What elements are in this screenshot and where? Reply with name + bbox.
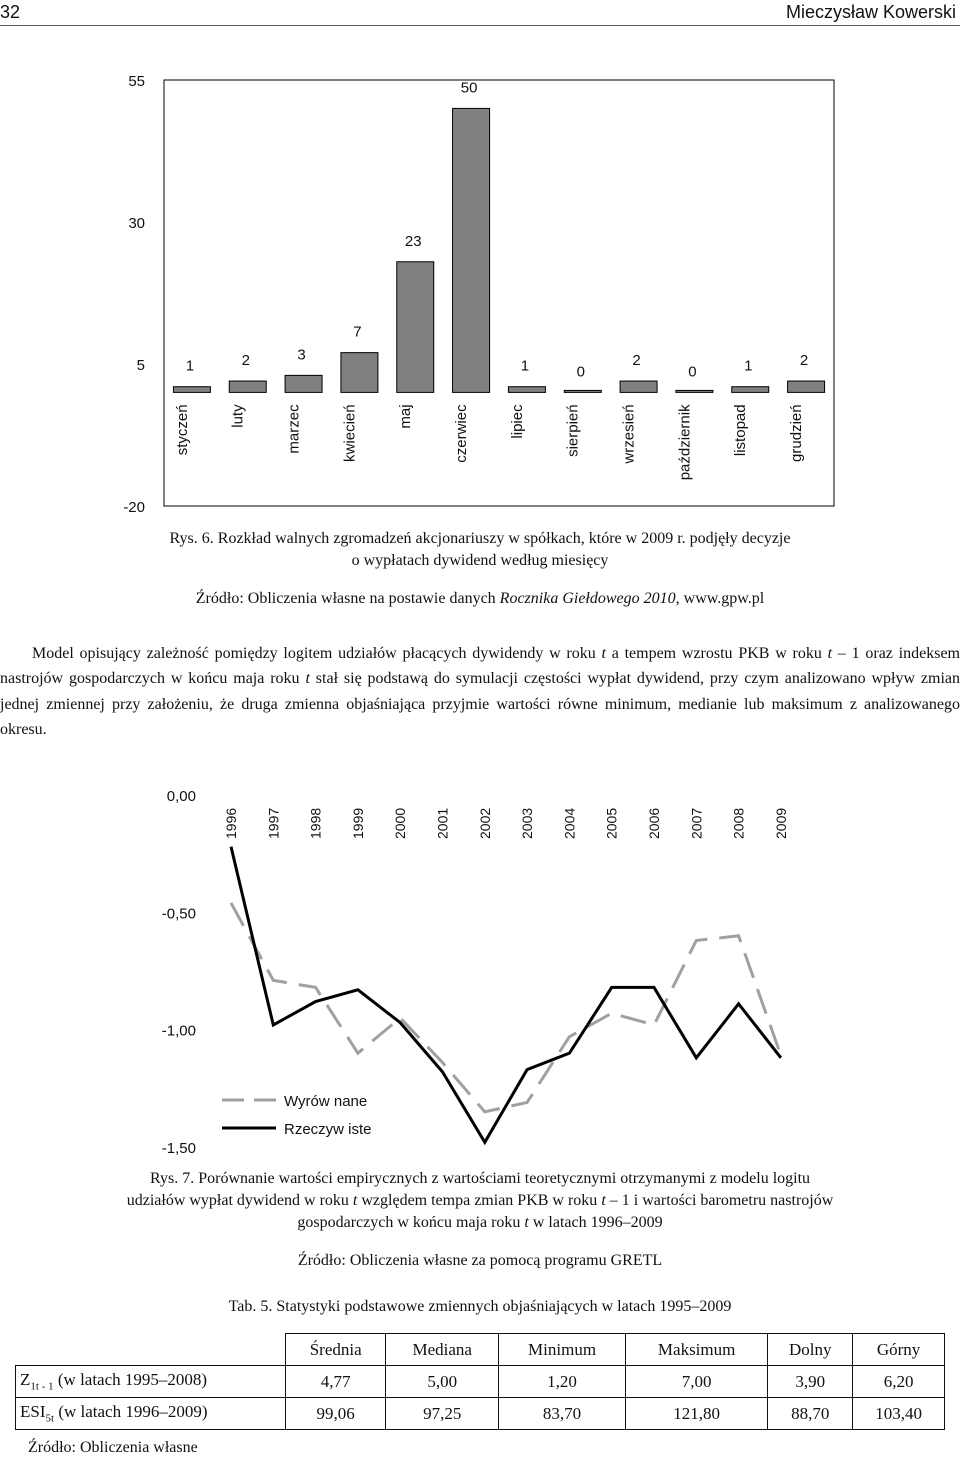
var-period: (w latach 1995–2008): [53, 1370, 208, 1390]
y-tick-label: -1,50: [161, 1140, 196, 1157]
data-label: 2: [241, 352, 250, 370]
x-tick-label: 2007: [688, 807, 705, 839]
x-tick-label: 2003: [519, 807, 536, 839]
cap-part: gospodarczych w końcu maja roku: [297, 1214, 525, 1231]
header-rule: [0, 25, 960, 26]
category-label: luty: [229, 404, 247, 428]
column-header: Średnia: [286, 1334, 386, 1366]
table-cell: 83,70: [499, 1398, 626, 1430]
stats-table: [15, 1333, 945, 1430]
cap-part: udziałów wypłat dywidend w roku: [126, 1192, 353, 1209]
category-label: listopad: [732, 404, 750, 457]
para-italic-t: t: [305, 670, 310, 688]
category-label: czerwiec: [453, 404, 471, 463]
fig6-caption: [0, 528, 960, 572]
category-label: kwiecień: [341, 404, 359, 462]
var-period: (w latach 1996–2009): [54, 1402, 208, 1422]
data-label: 0: [688, 363, 697, 381]
author-name: Mieczysław Kowerski: [785, 2, 956, 22]
bar: [453, 108, 490, 392]
category-label: październik: [676, 404, 694, 481]
bar: [285, 375, 322, 392]
x-tick-label: 1997: [265, 807, 282, 839]
line-chart: [0, 775, 960, 1160]
bar-chart: [0, 60, 960, 520]
cap-italic-t: t: [524, 1214, 529, 1231]
table-cell: 7,00: [625, 1366, 767, 1398]
x-tick-label: 2000: [392, 807, 409, 839]
y-tick-label: 30: [128, 215, 145, 232]
data-label: 3: [297, 346, 306, 364]
bar: [732, 387, 769, 393]
category-label: maj: [397, 404, 415, 429]
bar: [788, 381, 825, 392]
bar: [676, 390, 713, 392]
x-tick-label: 1999: [349, 807, 366, 839]
cap-part: względem tempa zmian PKB w roku: [357, 1192, 602, 1209]
x-tick-label: 1998: [307, 807, 324, 839]
x-tick-label: 1996: [223, 807, 239, 839]
table-row: [16, 1398, 945, 1430]
table-cell: 103,40: [853, 1398, 945, 1430]
page-number: 32: [0, 2, 21, 22]
fig7-caption: [0, 1168, 960, 1234]
fig7-caption-c: [0, 1212, 960, 1234]
data-label: 1: [744, 357, 753, 375]
column-header: Górny: [853, 1334, 945, 1366]
bar: [620, 381, 657, 392]
table-corner: [16, 1334, 286, 1366]
data-label: 50: [460, 79, 478, 97]
para-part: Model opisujący zależność pomiędzy logitem udziałów płacących dywidendy w roku: [32, 645, 602, 662]
body-paragraph: [0, 641, 960, 742]
y-tick-label: -1,00: [161, 1022, 196, 1040]
category-label: marzec: [285, 404, 303, 454]
fig7-caption-a: Rys. 7. Porównanie wartości empirycznych z wartościami teoretycznymi otrzymanymi z modelu logitu: [149, 1170, 811, 1187]
y-tick-label: 5: [136, 357, 145, 374]
table-cell: 121,80: [625, 1398, 767, 1430]
fig6-source-italic: Rocznika Giełdowego 2010: [499, 590, 676, 607]
x-tick-label: 2009: [772, 807, 789, 839]
var-subscript: 1t - 1: [30, 1380, 54, 1393]
y-tick-label: -20: [123, 499, 145, 516]
fig6-caption-line2: o wypłatach dywidend według miesięcy: [351, 552, 609, 569]
bar: [564, 390, 601, 392]
row-label: [16, 1366, 286, 1398]
x-tick-label: 2008: [730, 807, 747, 839]
column-header: Dolny: [768, 1334, 853, 1366]
cap-part: w latach 1996–2009: [528, 1214, 663, 1231]
para-part: a tempem wzrostu PKB w roku: [605, 645, 828, 662]
legend-label: Rzeczyw iste: [284, 1121, 372, 1138]
category-label: sierpień: [564, 404, 582, 457]
data-label: 2: [799, 352, 809, 370]
x-tick-label: 2004: [561, 807, 578, 839]
bar: [397, 262, 434, 393]
table-cell: 4,77: [286, 1366, 386, 1398]
category-label: grudzień: [788, 404, 806, 462]
table-cell: 3,90: [768, 1366, 853, 1398]
y-tick-label: 55: [128, 73, 145, 90]
cap-italic-t: t: [352, 1192, 358, 1209]
table-cell: 1,20: [499, 1366, 626, 1398]
fig6-source: [0, 588, 960, 610]
category-label: wrzesień: [620, 404, 638, 464]
table-row: [16, 1366, 945, 1398]
table-cell: 99,06: [286, 1398, 386, 1430]
table-header-row: [16, 1334, 945, 1366]
table5-source: Źródło: Obliczenia własne: [28, 1439, 198, 1456]
para-part: stał się podstawą do symulacji częstości wypłat dywidend, przy czym analizowano wpływ zmian jednej zmiennej przy założeniu, że druga zmienna objaśniająca przyjmie wartości równe minimum, medianie lub maksimum z analizowanego okresu.: [0, 670, 960, 738]
table-cell: 88,70: [768, 1398, 853, 1430]
fig6-source-suffix: , www.gpw.pl: [675, 590, 765, 607]
table-cell: 97,25: [386, 1398, 499, 1430]
series-line: [231, 903, 781, 1112]
y-tick-label: -0,50: [161, 905, 196, 923]
y-tick-label: 0,00: [166, 788, 196, 805]
var-name: Z: [20, 1370, 31, 1390]
table-cell: 5,00: [386, 1366, 499, 1398]
bar: [173, 387, 210, 393]
x-tick-label: 2002: [476, 807, 493, 839]
category-label: lipiec: [508, 404, 526, 439]
legend-box: [214, 1082, 394, 1148]
para-part: – 1 oraz indeksem nastrojów gospodarczych w końcu maja roku: [0, 645, 960, 688]
bar: [341, 353, 378, 393]
data-label: 1: [520, 357, 530, 375]
x-tick-label: 2006: [646, 807, 662, 839]
running-header: [0, 0, 960, 28]
var-name: ESI: [20, 1402, 46, 1422]
fig6-caption-line1: Rys. 6. Rozkład walnych zgromadzeń akcjonariuszy w spółkach, które w 2009 r. podjęły decyzje: [169, 530, 791, 547]
data-label: 0: [576, 363, 585, 381]
data-label: 7: [353, 323, 362, 341]
fig6-source-prefix: Źródło: Obliczenia własne na postawie danych: [195, 590, 500, 607]
table-cell: 6,20: [853, 1366, 945, 1398]
data-label: 2: [632, 352, 641, 370]
data-label: 23: [404, 232, 422, 250]
row-label: [16, 1398, 286, 1430]
fig7-caption-b: [0, 1190, 960, 1212]
bar: [229, 381, 266, 392]
x-tick-label: 2001: [434, 807, 451, 839]
column-header: Minimum: [499, 1334, 626, 1366]
bar: [508, 387, 545, 393]
var-subscript: 5t: [45, 1412, 55, 1425]
data-label: 1: [185, 357, 195, 375]
legend-label: Wyrów nane: [284, 1093, 368, 1110]
x-tick-label: 2005: [603, 807, 620, 839]
table5-caption: Tab. 5. Statystyki podstawowe zmiennych objaśniających w latach 1995–2009: [228, 1298, 732, 1315]
column-header: Mediana: [386, 1334, 499, 1366]
cap-italic-t: t: [601, 1192, 606, 1209]
para-italic-t: t: [601, 645, 606, 662]
category-label: styczeń: [173, 404, 191, 456]
column-header: Maksimum: [625, 1334, 767, 1366]
cap-part: – 1 i wartości barometru nastrojów: [605, 1192, 834, 1209]
para-italic-t: t: [827, 645, 833, 662]
fig7-source: Źródło: Obliczenia własne za pomocą programu GRETL: [297, 1252, 663, 1269]
